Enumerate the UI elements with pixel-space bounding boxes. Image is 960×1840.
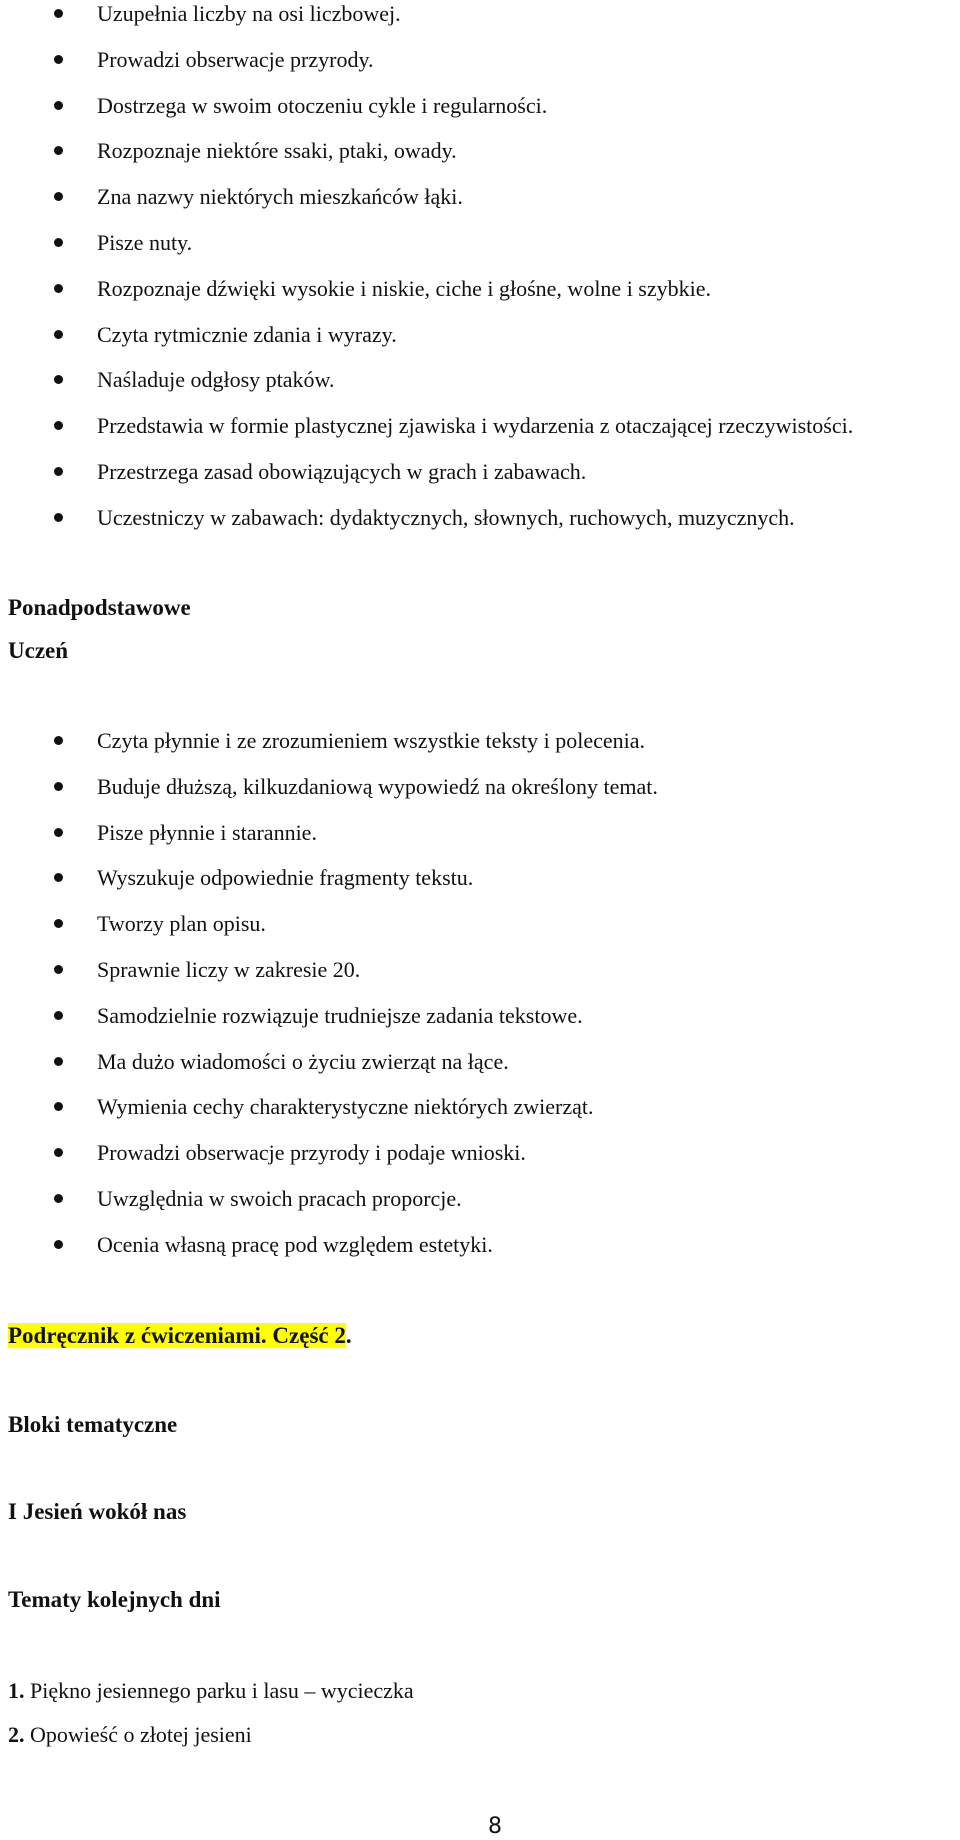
textbook-heading: [8, 1322, 352, 1350]
bullet-icon: [54, 284, 63, 293]
block-title: I Jesień wokół nas: [8, 1499, 187, 1524]
bullet-icon: [54, 736, 63, 745]
list-item: [0, 819, 960, 865]
bullet-icon: [54, 513, 63, 522]
list-item: [0, 956, 960, 1002]
bullet-icon: [54, 1240, 63, 1249]
list-item-text: Buduje dłuższą, kilkuzdaniową wypowiedź na określony temat.: [97, 773, 658, 799]
list-item-text: Prowadzi obserwacje przyrody i podaje wnioski.: [97, 1140, 526, 1166]
list-item: [0, 727, 960, 773]
list-item: [0, 275, 960, 321]
list-item: [0, 1139, 960, 1185]
list-item-text: Prowadzi obserwacje przyrody.: [97, 46, 374, 72]
bullet-icon: [54, 965, 63, 974]
skills-list-basic: [0, 0, 960, 550]
bullet-icon: [54, 919, 63, 928]
topic-item: [8, 1677, 414, 1721]
topics-list: [8, 1677, 414, 1765]
topic-item: [8, 1721, 414, 1765]
list-item-text: Uwzględnia w swoich pracach proporcje.: [97, 1185, 462, 1211]
bullet-icon: [54, 1148, 63, 1157]
list-item: [0, 1093, 960, 1139]
bullet-icon: [54, 782, 63, 791]
list-item: [0, 183, 960, 229]
list-item: [0, 137, 960, 183]
list-item: [0, 229, 960, 275]
list-item: [0, 321, 960, 367]
textbook-heading-tail: .: [345, 1323, 352, 1348]
bullet-icon: [54, 1102, 63, 1111]
list-item-text: Samodzielnie rozwiązuje trudniejsze zadania tekstowe.: [97, 1002, 583, 1028]
bullet-icon: [54, 375, 63, 384]
list-item-text: Pisze nuty.: [97, 229, 193, 255]
page-number: 8: [488, 1814, 502, 1839]
section-title-advanced: Ponadpodstawowe: [8, 595, 191, 620]
bullet-icon: [54, 467, 63, 476]
topic-text: Opowieść o złotej jesieni: [24, 1722, 252, 1747]
topic-text: Piękno jesiennego parku i lasu – wycieczka: [24, 1678, 414, 1703]
list-item-text: Rozpoznaje dźwięki wysokie i niskie, ciche i głośne, wolne i szybkie.: [97, 275, 712, 301]
bullet-icon: [54, 101, 63, 110]
bullet-icon: [54, 828, 63, 837]
list-item: [0, 366, 960, 412]
bullet-icon: [54, 1057, 63, 1066]
topics-heading: Tematy kolejnych dni: [8, 1587, 221, 1612]
bullet-icon: [54, 330, 63, 339]
bullet-icon: [54, 1194, 63, 1203]
list-item-text: Pisze płynnie i starannie.: [97, 819, 317, 845]
skills-list-advanced: [0, 727, 960, 1277]
bullet-icon: [54, 873, 63, 882]
topic-number: 1.: [8, 1678, 25, 1703]
list-item-text: Zna nazwy niektórych mieszkańców łąki.: [97, 184, 463, 210]
list-item-text: Ocenia własną pracę pod względem estetyki.: [97, 1231, 493, 1257]
bullet-icon: [54, 421, 63, 430]
list-item: [0, 46, 960, 92]
list-item: [0, 1185, 960, 1231]
list-item: [0, 1048, 960, 1094]
list-item-text: Przedstawia w formie plastycznej zjawiska i wydarzenia z otaczającej rzeczywistości.: [97, 413, 854, 439]
bullet-icon: [54, 146, 63, 155]
list-item: [0, 458, 960, 504]
list-item-text: Naśladuje odgłosy ptaków.: [97, 367, 335, 393]
textbook-heading-highlighted: Podręcznik z ćwiczeniami. Część 2: [8, 1323, 346, 1348]
bullet-icon: [54, 9, 63, 18]
bullet-icon: [54, 1011, 63, 1020]
list-item-text: Ma dużo wiadomości o życiu zwierząt na łące.: [97, 1048, 509, 1074]
list-item: [0, 0, 960, 46]
list-item-text: Przestrzega zasad obowiązujących w grach i zabawach.: [97, 458, 587, 484]
topic-number: 2.: [8, 1722, 25, 1747]
list-item-text: Sprawnie liczy w zakresie 20.: [97, 956, 361, 982]
list-item: [0, 910, 960, 956]
list-item-text: Uczestniczy w zabawach: dydaktycznych, słownych, ruchowych, muzycznych.: [97, 504, 795, 530]
list-item: [0, 773, 960, 819]
bullet-icon: [54, 192, 63, 201]
list-item-text: Uzupełnia liczby na osi liczbowej.: [97, 1, 401, 26]
list-item: [0, 1002, 960, 1048]
list-item: [0, 412, 960, 458]
list-item: [0, 504, 960, 550]
list-item-text: Wymienia cechy charakterystyczne niektórych zwierząt.: [97, 1094, 594, 1120]
list-item-text: Czyta płynnie i ze zrozumieniem wszystkie teksty i polecenia.: [97, 728, 645, 753]
bullet-icon: [54, 55, 63, 64]
blocks-heading: Bloki tematyczne: [8, 1412, 178, 1437]
section-subtitle-student: Uczeń: [8, 638, 69, 663]
list-item: [0, 864, 960, 910]
list-item-text: Tworzy plan opisu.: [97, 911, 266, 937]
list-item: [0, 1231, 960, 1277]
list-item-text: Rozpoznaje niektóre ssaki, ptaki, owady.: [97, 138, 457, 164]
list-item-text: Wyszukuje odpowiednie fragmenty tekstu.: [97, 865, 474, 891]
bullet-icon: [54, 238, 63, 247]
list-item-text: Dostrzega w swoim otoczeniu cykle i regularności.: [97, 92, 548, 118]
list-item: [0, 92, 960, 138]
list-item-text: Czyta rytmicznie zdania i wyrazy.: [97, 321, 397, 347]
